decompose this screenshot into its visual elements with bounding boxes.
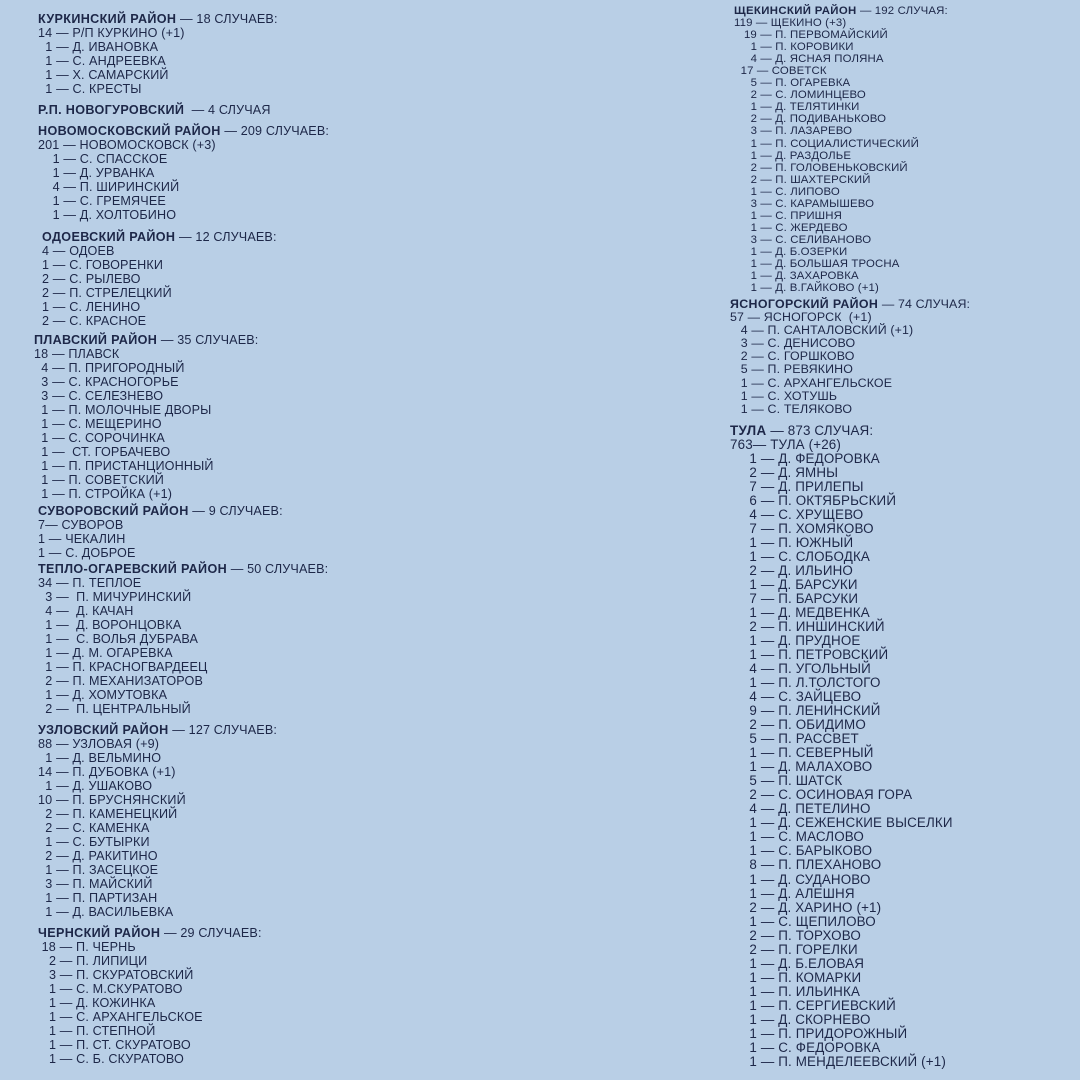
locality-row: 1 — Д. ПРУДНОЕ: [730, 633, 861, 649]
district-name: СУВОРОВСКИЙ РАЙОН: [38, 504, 189, 518]
locality-row: 1 — С. ЛИПОВО: [734, 185, 840, 198]
locality-row: 1 — С. ПРИШНЯ: [734, 209, 842, 222]
locality-row: 1 — С. ЛЕНИНО: [42, 300, 141, 314]
locality-row: 3 — С. КАРАМЫШЕВО: [734, 197, 875, 210]
locality-row: 1 — П. СТ. СКУРАТОВО: [38, 1038, 191, 1052]
locality-row: 1 — Д. МАЛАХОВО: [730, 759, 873, 775]
locality-row: 1 — Д. В.ГАЙКОВО (+1): [734, 282, 879, 295]
locality-row: 7 — Д. ПРИЛЕПЫ: [730, 479, 864, 495]
locality-row: 2 — П. ЛИПИЦИ: [38, 954, 148, 968]
district-total: — 50 СЛУЧАЕВ:: [227, 562, 329, 576]
locality-row: 1 — Д. АЛЕШНЯ: [730, 885, 855, 901]
locality-row: 1 — Д. БОЛЬШАЯ ТРОСНА: [734, 257, 900, 270]
locality-row: 1 — С. ТЕЛЯКОВО: [730, 401, 853, 416]
district-total: — 12 СЛУЧАЕВ:: [175, 230, 277, 244]
district-heading: [734, 5, 948, 17]
locality-row: 1 — С. ЩЕПИЛОВО: [730, 913, 876, 929]
locality-row: 1 — П. КОРОВИКИ: [734, 41, 854, 54]
locality-row: 1 — П. ПРИСТАНЦИОННЫЙ: [34, 459, 214, 473]
locality-row: 1 — Д. СКОРНЕВО: [730, 1011, 871, 1027]
locality-row: 2 — П. ГОЛОВЕНЬКОВСКИЙ: [734, 161, 908, 174]
district-name: ПЛАВСКИЙ РАЙОН: [34, 333, 158, 347]
locality-row: 10 — П. БРУСНЯНСКИЙ: [38, 793, 186, 807]
district-heading: [42, 230, 277, 244]
locality-row: 1 — Д. ВАСИЛЬЕВКА: [38, 905, 174, 919]
locality-row: 2 — П. МЕХАНИЗАТОРОВ: [38, 674, 204, 688]
district-section: [38, 562, 328, 716]
locality-row: 1 — С. СОРОЧИНКА: [34, 431, 165, 445]
district-section: [34, 333, 258, 501]
locality-row: 1 — П. СЕВЕРНЫЙ: [730, 745, 874, 761]
locality-row: 1 — Д. КОЖИНКА: [38, 996, 156, 1010]
locality-row: 1 — С. ЖЕРДЕВО: [734, 221, 848, 234]
district-heading: [38, 12, 278, 26]
locality-row: 3 — С. СЕЛИВАНОВО: [734, 233, 872, 246]
locality-row: 88 — УЗЛОВАЯ (+9): [38, 737, 160, 751]
locality-row: 1 — Д. ВЕЛЬМИНО: [38, 751, 162, 765]
district-name: ЧЕРНСКИЙ РАЙОН: [38, 926, 161, 940]
district-total: — 9 СЛУЧАЕВ:: [188, 504, 283, 518]
locality-row: 1 — С. М.СКУРАТОВО: [38, 982, 183, 996]
district-total: — 873 СЛУЧАЯ:: [766, 423, 874, 438]
locality-row: 1 — С. БУТЫРКИ: [38, 835, 150, 849]
locality-row: 1 — П. МОЛОЧНЫЕ ДВОРЫ: [34, 403, 212, 417]
locality-row: 1 — П. СОЦИАЛИСТИЧЕСКИЙ: [734, 137, 919, 150]
locality-row: 57 — ЯСНОГОРСК (+1): [730, 310, 872, 325]
locality-row: 1 — С. АРХАНГЕЛЬСКОЕ: [730, 375, 893, 390]
district-heading: [38, 723, 277, 737]
locality-row: 1 — П. ИЛЬИНКА: [730, 983, 861, 999]
locality-row: 2 — П. ОБИДИМО: [730, 717, 866, 733]
locality-row: 5 — П. РАССВЕТ: [730, 731, 859, 747]
locality-row: 2 — П. ГОРЕЛКИ: [730, 941, 858, 957]
district-heading: [34, 333, 258, 347]
district-heading: [38, 124, 329, 138]
district-name: НОВОМОСКОВСКИЙ РАЙОН: [38, 124, 221, 138]
locality-row: 2 — С. РЫЛЕВО: [42, 272, 141, 286]
district-total: — 18 СЛУЧАЕВ:: [176, 12, 278, 26]
locality-row: 1 — П. ПАРТИЗАН: [38, 891, 158, 905]
district-section: [42, 230, 277, 328]
locality-row: 1 — С. МЕЩЕРИНО: [34, 417, 162, 431]
locality-row: 1 — С. ДОБРОЕ: [38, 546, 136, 560]
locality-row: 5 — П. ОГАРЕВКА: [734, 77, 851, 90]
locality-row: 1 — С. ГОВОРЕНКИ: [42, 258, 164, 272]
locality-row: 2 — Д. ИЛЬИНО: [730, 563, 853, 579]
locality-row: 2 — С. КРАСНОЕ: [42, 314, 147, 328]
locality-row: 1 — С. КРЕСТЫ: [38, 82, 142, 96]
locality-row: 14 — Р/П КУРКИНО (+1): [38, 26, 185, 40]
locality-row: 4 — Д. ПЕТЕЛИНО: [730, 801, 871, 817]
locality-row: 2 — С. ОСИНОВАЯ ГОРА: [730, 787, 913, 803]
locality-row: 1 — Д. ИВАНОВКА: [38, 40, 159, 54]
locality-row: 1 — П. Л.ТОЛСТОГО: [730, 675, 881, 691]
locality-row: 4 — П. ПРИГОРОДНЫЙ: [34, 361, 185, 375]
locality-row: 2 — С. КАМЕНКА: [38, 821, 150, 835]
district-name: ЯСНОГОРСКИЙ РАЙОН: [730, 297, 879, 311]
locality-row: 4 — С. ХРУЩЕВО: [730, 507, 864, 523]
locality-row: 1 — С. АНДРЕЕВКА: [38, 54, 166, 68]
district-section: [730, 298, 970, 416]
locality-row: 8 — П. ПЛЕХАНОВО: [730, 857, 882, 873]
locality-row: 1 — Д. ХОЛТОБИНО: [38, 208, 177, 222]
locality-row: 1 — С. БАРЫКОВО: [730, 843, 873, 859]
district-heading: [38, 103, 271, 117]
district-section: [38, 504, 283, 560]
district-name: ЩЕКИНСКИЙ РАЙОН: [734, 5, 857, 17]
locality-row: 1 — П. ПЕТРОВСКИЙ: [730, 647, 889, 663]
locality-row: 1 — Д. СУДАНОВО: [730, 871, 871, 887]
locality-row: 1 — Д. ХОМУТОВКА: [38, 688, 168, 702]
locality-row: 18 — ПЛАВСК: [34, 347, 120, 361]
locality-row: 2 — Д. ЯМНЫ: [730, 465, 839, 481]
locality-row: 1 — С. ХОТУШЬ: [730, 388, 838, 403]
district-section: [38, 926, 262, 1066]
district-section: [38, 12, 278, 96]
locality-row: 7— СУВОРОВ: [38, 518, 124, 532]
locality-row: 1 — Д. ВОРОНЦОВКА: [38, 618, 182, 632]
locality-row: 1 — П. СОВЕТСКИЙ: [34, 473, 164, 487]
locality-row: 1 — С. ГРЕМЯЧЕЕ: [38, 194, 166, 208]
locality-row: 1 — П. МЕНДЕЛЕЕВСКИЙ (+1): [730, 1053, 946, 1069]
locality-row: 3 — П. ЛАЗАРЕВО: [734, 125, 853, 138]
locality-row: 2 — П. ТОРХОВО: [730, 927, 861, 943]
locality-row: 17 — СОВЕТСК: [734, 65, 827, 78]
locality-row: 1 — П. ПРИДОРОЖНЫЙ: [730, 1025, 908, 1041]
locality-row: 1 — П. ЗАСЕЦКОЕ: [38, 863, 159, 877]
locality-row: 1 — Д. БАРСУКИ: [730, 577, 858, 593]
district-total: — 209 СЛУЧАЕВ:: [220, 124, 330, 138]
locality-row: 1 — П. КОМАРКИ: [730, 969, 862, 985]
district-total: — 29 СЛУЧАЕВ:: [160, 926, 262, 940]
locality-row: 1 — С. АРХАНГЕЛЬСКОЕ: [38, 1010, 203, 1024]
district-name: Р.П. НОВОГУРОВСКИЙ: [38, 103, 185, 117]
locality-row: 1 — С. ФЕДОРОВКА: [730, 1039, 881, 1055]
locality-row: 5 — П. ШАТСК: [730, 773, 843, 789]
locality-row: 6 — П. ОКТЯБРЬСКИЙ: [730, 493, 897, 509]
locality-row: 1 — С. Б. СКУРАТОВО: [38, 1052, 184, 1066]
locality-row: 9 — П. ЛЕНИНСКИЙ: [730, 703, 881, 719]
locality-row: 7 — П. БАРСУКИ: [730, 591, 859, 607]
locality-row: 2 — Д. ХАРИНО (+1): [730, 899, 882, 915]
locality-row: 4 — П. ШИРИНСКИЙ: [38, 180, 180, 194]
locality-row: 1 — П. ЮЖНЫЙ: [730, 535, 854, 551]
locality-row: 2 — Д. ПОДИВАНЬКОВО: [734, 113, 887, 126]
locality-row: 1 — Д. МЕДВЕНКА: [730, 605, 870, 621]
locality-row: 1 — Д. ЗАХАРОВКА: [734, 270, 859, 283]
locality-row: 1 — П. СЕРГИЕВСКИЙ: [730, 997, 896, 1013]
locality-row: 4 — П. САНТАЛОВСКИЙ (+1): [730, 323, 914, 338]
district-section: [730, 424, 953, 1069]
locality-row: 1 — ЧЕКАЛИН: [38, 532, 126, 546]
district-name: ТЕПЛО-ОГАРЕВСКИЙ РАЙОН: [38, 562, 228, 576]
locality-row: 4 — Д. ЯСНАЯ ПОЛЯНА: [734, 53, 884, 66]
district-total: — 4 СЛУЧАЯ: [184, 103, 271, 117]
district-name: КУРКИНСКИЙ РАЙОН: [38, 12, 177, 26]
locality-row: 2 — П. КАМЕНЕЦКИЙ: [38, 807, 178, 821]
locality-row: 1 — Д. УШАКОВО: [38, 779, 153, 793]
locality-row: 1 — П. КРАСНОГВАРДЕЕЦ: [38, 660, 208, 674]
locality-row: 3 — П. МИЧУРИНСКИЙ: [38, 590, 192, 604]
locality-row: 3 — П. МАЙСКИЙ: [38, 877, 153, 891]
locality-row: 1 — П. СТРОЙКА (+1): [34, 487, 173, 501]
locality-row: 1 — Д. РАЗДОЛЬЕ: [734, 149, 852, 162]
locality-row: 201 — НОВОМОСКОВСК (+3): [38, 138, 216, 152]
locality-row: 3 — С. КРАСНОГОРЬЕ: [34, 375, 179, 389]
district-section: [734, 5, 948, 294]
locality-row: 1 — Д. ФЕДОРОВКА: [730, 451, 880, 467]
locality-row: 2 — П. СТРЕЛЕЦКИЙ: [42, 286, 172, 300]
district-heading: [38, 562, 328, 576]
district-section: [38, 124, 329, 222]
locality-row: 19 — П. ПЕРВОМАЙСКИЙ: [734, 29, 888, 42]
locality-row: 3 — П. СКУРАТОВСКИЙ: [38, 968, 194, 982]
district-total: — 192 СЛУЧАЯ:: [856, 5, 948, 17]
locality-row: 14 — П. ДУБОВКА (+1): [38, 765, 176, 779]
locality-row: 2 — С. ГОРШКОВО: [730, 349, 855, 364]
locality-row: 3 — С. ДЕНИСОВО: [730, 336, 856, 351]
locality-row: 3 — С. СЕЛЕЗНЕВО: [34, 389, 164, 403]
district-total: — 74 СЛУЧАЯ:: [878, 297, 971, 311]
district-heading: [38, 926, 262, 940]
locality-row: 763— ТУЛА (+26): [730, 437, 842, 453]
district-section: [38, 103, 271, 117]
district-heading: [730, 424, 953, 438]
locality-row: 5 — П. РЕВЯКИНО: [730, 362, 854, 377]
locality-row: 18 — П. ЧЕРНЬ: [38, 940, 136, 954]
locality-row: 1 — С. МАСЛОВО: [730, 829, 864, 845]
locality-row: 7 — П. ХОМЯКОВО: [730, 521, 874, 537]
locality-row: 1 — С. СЛОБОДКА: [730, 549, 870, 565]
locality-row: 4 — С. ЗАЙЦЕВО: [730, 689, 862, 705]
locality-row: 4 — ОДОЕВ: [42, 244, 115, 258]
locality-row: 34 — П. ТЕПЛОЕ: [38, 576, 142, 590]
district-heading: [38, 504, 283, 518]
district-name: ТУЛА: [730, 423, 767, 438]
district-name: ОДОЕВСКИЙ РАЙОН: [42, 230, 176, 244]
locality-row: 2 — П. ИНШИНСКИЙ: [730, 619, 885, 635]
locality-row: 1 — СТ. ГОРБАЧЕВО: [34, 445, 171, 459]
locality-row: 4 — Д. КАЧАН: [38, 604, 134, 618]
district-section: [38, 723, 277, 919]
locality-row: 1 — С. ВОЛЬЯ ДУБРАВА: [38, 632, 199, 646]
locality-row: 1 — Д. ТЕЛЯТИНКИ: [734, 101, 860, 114]
locality-row: 2 — Д. РАКИТИНО: [38, 849, 158, 863]
locality-row: 2 — П. ШАХТЕРСКИЙ: [734, 173, 871, 186]
locality-row: 1 — Х. САМАРСКИЙ: [38, 68, 169, 82]
locality-row: 1 — П. СТЕПНОЙ: [38, 1024, 156, 1038]
locality-row: 1 — Д. УРВАНКА: [38, 166, 155, 180]
locality-row: 4 — П. УГОЛЬНЫЙ: [730, 661, 871, 677]
locality-row: 1 — Д. М. ОГАРЕВКА: [38, 646, 173, 660]
district-total: — 127 СЛУЧАЕВ:: [168, 723, 278, 737]
locality-row: 1 — Д. Б.ОЗЕРКИ: [734, 245, 848, 258]
locality-row: 2 — П. ЦЕНТРАЛЬНЫЙ: [38, 702, 191, 716]
locality-row: 1 — Д. СЕЖЕНСКИЕ ВЫСЕЛКИ: [730, 815, 953, 831]
locality-row: 119 — ЩЕКИНО (+3): [734, 17, 847, 30]
district-name: УЗЛОВСКИЙ РАЙОН: [38, 723, 169, 737]
locality-row: 1 — С. СПАССКОЕ: [38, 152, 168, 166]
locality-row: 1 — Д. Б.ЕЛОВАЯ: [730, 955, 865, 971]
locality-row: 2 — С. ЛОМИНЦЕВО: [734, 89, 866, 102]
district-total: — 35 СЛУЧАЕВ:: [157, 333, 259, 347]
